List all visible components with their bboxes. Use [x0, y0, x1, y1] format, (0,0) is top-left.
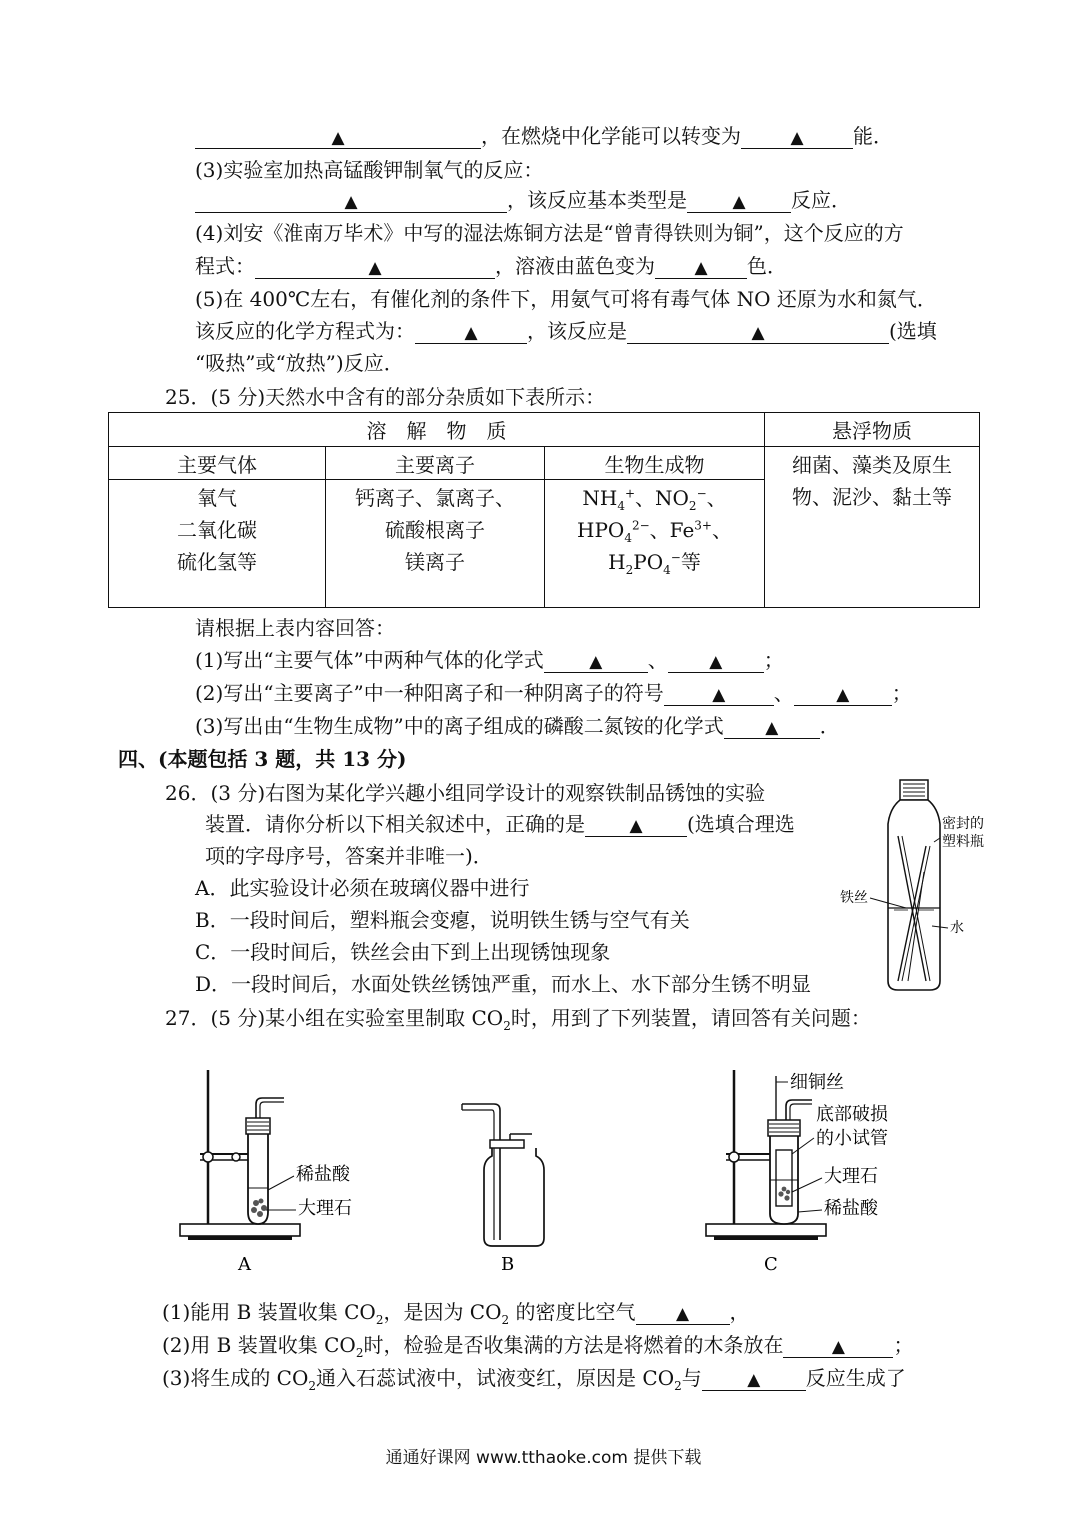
cell-gas: [109, 480, 326, 608]
q27-sub-3: (3)将生成的 $CO_2$通入石蕊试液中，试液变红，原因是 $CO_2$与 ▲ 反应生成了: [162, 1366, 906, 1393]
label-dilute-hcl: 稀盐酸: [824, 1198, 878, 1219]
suspended-item: 细菌、藻类及原生: [792, 453, 952, 477]
q24-part-3-answer: ▲ ，该反应基本类型是 ▲ 反应．: [195, 186, 851, 214]
section-4-heading: 四、(本题包括 3 题，共 13 分): [118, 747, 407, 771]
label-broken-tube-2: 的小试管: [816, 1128, 888, 1149]
answer-blank[interactable]: ▲: [702, 1366, 806, 1391]
q26-line-2: 装置．请你分析以下相关叙述中，正确的是 ▲ (选填合理选: [205, 812, 795, 836]
q24-part-5: (5)在 400℃左右，有催化剂的条件下，用氨气可将有毒气体 NO 还原为水和氮气．: [195, 287, 937, 311]
answer-blank[interactable]: ▲: [255, 254, 495, 279]
apparatus-c: [696, 1062, 896, 1276]
q27-title: 27．(5 分)某小组在实验室里制取 $CO_2$时，用到了下列装置，请回答有关问题：: [165, 1006, 871, 1033]
label-a: A: [238, 1254, 251, 1275]
q24-part-5-answer: 该反应的化学方程式为： ▲ ，该反应是 ▲ (选填: [195, 319, 937, 343]
col-header-bio: 生物生成物: [545, 447, 765, 480]
cell-ion: [326, 480, 545, 608]
stand-base: [180, 1224, 300, 1236]
header-suspended: 悬浮物质: [765, 413, 980, 447]
ion-item: 钙离子、氯离子、: [355, 486, 515, 510]
bio-item: $HPO_4^{2-}$、$Fe^{3+}$、: [577, 518, 732, 545]
stand-base: [706, 1224, 826, 1236]
answer-blank[interactable]: ▲: [627, 319, 889, 344]
answer-blank[interactable]: ▲: [195, 124, 481, 149]
q27-sub-1: (1)能用 B 装置收集 $CO_2$，是因为 $CO_2$ 的密度比空气 ▲ ，: [162, 1300, 750, 1327]
apparatus-b: [448, 1090, 568, 1276]
q25-sub-3: (3)写出由“生物生成物”中的离子组成的磷酸二氮铵的化学式 ▲ ．: [195, 714, 840, 738]
impurity-table: [108, 412, 980, 608]
q24-part-4: (4)刘安《淮南万毕术》中写的湿法炼铜方法是“曾青得铁则为铜”，这个反应的方: [195, 221, 904, 245]
page-footer: 通通好课网 www.tthaoke.com 提供下载: [385, 1448, 702, 1468]
bio-item: $H_2PO_4^-$等: [608, 550, 701, 577]
q24-part-5-end: “吸热”或“放热”)反应．: [195, 351, 404, 375]
answer-blank[interactable]: ▲: [664, 681, 774, 706]
gas-item: 氧气: [197, 486, 237, 510]
answer-blank[interactable]: ▲: [783, 1333, 893, 1358]
bio-item: $NH_4^+$、$NO_2^-$、: [582, 486, 727, 513]
small-tube: [776, 1150, 792, 1206]
q25-sub-1: (1)写出“主要气体”中两种气体的化学式 ▲ 、 ▲ ；: [195, 648, 784, 672]
ion-item: 硫酸根离子: [385, 518, 485, 542]
q24-part-3: (3)实验室加热高锰酸钾制氧气的反应：: [195, 158, 544, 182]
label-marble: 大理石: [298, 1198, 352, 1219]
gas-item: 硫化氢等: [177, 550, 257, 574]
col-header-ion: 主要离子: [326, 447, 545, 480]
bottle-cap: [900, 780, 928, 800]
q26-option-c: C．一段时间后，铁丝会由下到上出现锈蚀现象: [195, 940, 611, 964]
answer-blank[interactable]: ▲: [794, 681, 892, 706]
cell-suspended: [765, 447, 980, 608]
header-dissolved: 溶 解 物 质: [109, 413, 765, 447]
label-sealed: 密封的: [942, 816, 984, 832]
q24-line-2: ▲ ，在燃烧中化学能可以转变为 ▲ 能．: [195, 122, 893, 150]
q26-option-a: A．此实验设计必须在玻璃仪器中进行: [195, 876, 530, 900]
q26-option-d: D．一段时间后，水面处铁丝锈蚀严重，而水上、水下部分生锈不明显: [195, 972, 812, 996]
gas-item: 二氧化碳: [177, 518, 257, 542]
answer-blank[interactable]: ▲: [415, 319, 527, 344]
answer-blank[interactable]: ▲: [668, 648, 764, 673]
stopper-b: [490, 1140, 524, 1148]
label-iron-wire: 铁丝: [840, 890, 868, 906]
q26-line-3: 项的字母序号，答案并非唯一)．: [205, 844, 493, 868]
ion-item: 镁离子: [405, 550, 465, 574]
gas-bottle: [484, 1148, 544, 1246]
label-dilute-hcl: 稀盐酸: [296, 1164, 350, 1185]
plastic-bottle: [888, 800, 940, 990]
q26-line-1: 26．(3 分)右图为某化学兴趣小组同学设计的观察铁制品锈蚀的实验: [165, 781, 766, 805]
label-marble: 大理石: [824, 1166, 878, 1187]
answer-blank[interactable]: ▲: [636, 1300, 730, 1325]
label-water: 水: [950, 920, 964, 936]
q25-sub-2: (2)写出“主要离子”中一种阳离子和一种阴离子的符号 ▲ 、 ▲ ；: [195, 681, 912, 705]
label-b: B: [501, 1254, 515, 1275]
answer-blank[interactable]: ▲: [655, 254, 747, 279]
label-copper-wire: 细铜丝: [790, 1072, 844, 1093]
col-header-gas: 主要气体: [109, 447, 326, 480]
label-c: C: [764, 1254, 778, 1275]
answer-blank[interactable]: ▲: [195, 188, 507, 213]
q25-title: 25．(5 分)天然水中含有的部分杂质如下表所示：: [165, 385, 606, 409]
answer-blank[interactable]: ▲: [724, 714, 820, 739]
q27-sub-2: (2)用 B 装置收集 $CO_2$时，检验是否收集满的方法是将燃着的木条放在 ▲ ；: [162, 1333, 914, 1360]
answer-blank[interactable]: ▲: [741, 124, 853, 149]
q24-part-4-answer: 程式： ▲ ，溶液由蓝色变为 ▲ 色．: [195, 254, 787, 278]
label-plastic-bottle: 塑料瓶: [942, 834, 984, 850]
cell-bio: [545, 480, 765, 608]
answer-blank[interactable]: ▲: [585, 812, 687, 837]
label-broken-tube-1: 底部破损: [816, 1104, 888, 1125]
q25-prompt: 请根据上表内容回答：: [195, 616, 395, 640]
rust-experiment-figure: [838, 776, 1008, 996]
q26-option-b: B．一段时间后，塑料瓶会变瘪，说明铁生锈与空气有关: [195, 908, 690, 932]
answer-blank[interactable]: ▲: [544, 648, 648, 673]
answer-blank[interactable]: ▲: [687, 188, 791, 213]
apparatus-a: [170, 1062, 390, 1276]
suspended-item: 物、泥沙、黏土等: [792, 485, 952, 509]
